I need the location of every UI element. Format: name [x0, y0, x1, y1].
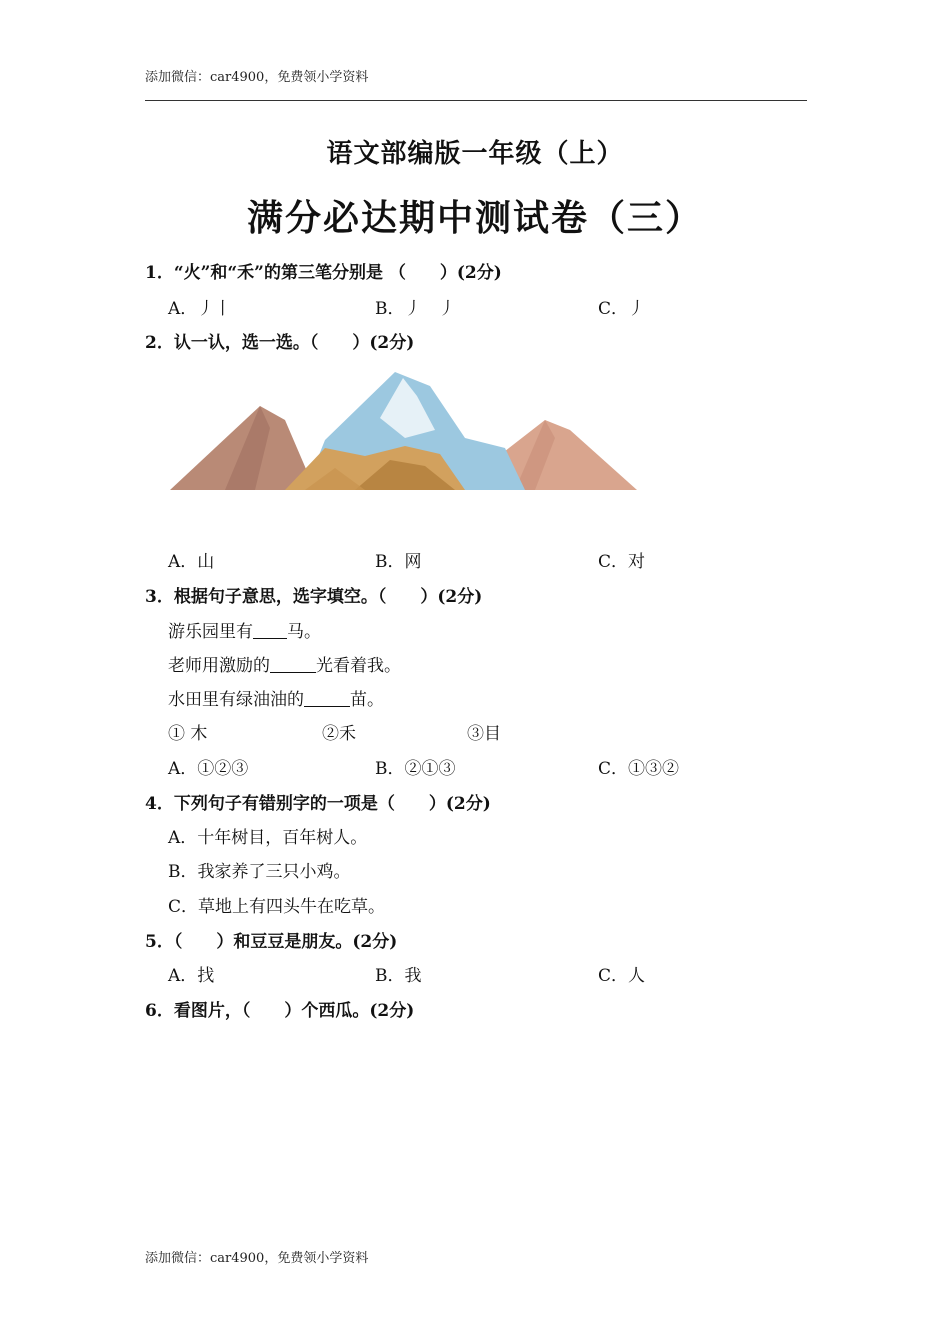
q3-choice-1: ① 木	[168, 724, 208, 744]
fill-blank	[253, 621, 287, 639]
footer-note: 添加微信：car4900，免费领小学资料	[145, 1251, 369, 1266]
q5-option-c: C．人	[598, 966, 646, 986]
q3-choice-2: ②禾	[322, 724, 356, 744]
q2-option-a: A．山	[168, 552, 215, 572]
q3-option-c: C．①③②	[598, 759, 680, 779]
fill-blank	[270, 655, 316, 673]
mountain-illustration	[165, 368, 643, 500]
q5-option-b: B．我	[375, 966, 422, 986]
q1-option-a: A．丿丨	[168, 299, 232, 319]
q3-sentence-1	[168, 617, 321, 642]
q5-option-a: A．找	[168, 966, 215, 986]
q3-choice-3: ③目	[467, 724, 501, 744]
question-5: 5．（ ）和豆豆是朋友。(2分)	[145, 932, 398, 952]
q2-option-b: B．网	[375, 552, 422, 572]
header-note: 添加微信：car4900，免费领小学资料	[145, 70, 369, 85]
q3-option-b: B．②①③	[375, 759, 456, 779]
q3-sentence-2-before: 老师用激励的	[168, 656, 270, 676]
header-divider	[145, 100, 807, 101]
q2-option-c: C．对	[598, 552, 646, 572]
q3-sentence-1-before: 游乐园里有	[168, 622, 253, 642]
q3-sentence-1-after: 马。	[287, 622, 321, 642]
q3-sentence-2	[168, 651, 401, 676]
q3-sentence-3-after: 苗。	[350, 690, 384, 710]
q4-option-b: B．我家养了三只小鸡。	[168, 862, 351, 882]
fill-blank	[304, 689, 350, 707]
question-2: 2．认一认，选一选。（ ）(2分)	[145, 333, 415, 353]
q1-option-c: C．丿	[598, 299, 646, 319]
q4-option-c: C．草地上有四头牛在吃草。	[168, 897, 386, 917]
q1-option-b: B．丿 丿	[375, 299, 456, 319]
q3-option-a: A．①②③	[168, 759, 249, 779]
q3-sentence-3	[168, 685, 384, 710]
question-3: 3．根据句子意思，选字填空。（ ）(2分)	[145, 587, 483, 607]
exam-subtitle: 语文部编版一年级（上）	[326, 139, 624, 169]
question-4: 4．下列句子有错别字的一项是（ ）(2分)	[145, 794, 491, 814]
question-1: 1．“火”和“禾”的第三笔分别是 （ ）(2分)	[145, 263, 502, 283]
question-6: 6．看图片，（ ）个西瓜。(2分)	[145, 1001, 415, 1021]
exam-title: 满分必达期中测试卷（三）	[246, 197, 703, 239]
q3-sentence-2-after: 光看着我。	[316, 656, 401, 676]
q4-option-a: A．十年树目，百年树人。	[168, 828, 368, 848]
q3-sentence-3-before: 水田里有绿油油的	[168, 690, 304, 710]
